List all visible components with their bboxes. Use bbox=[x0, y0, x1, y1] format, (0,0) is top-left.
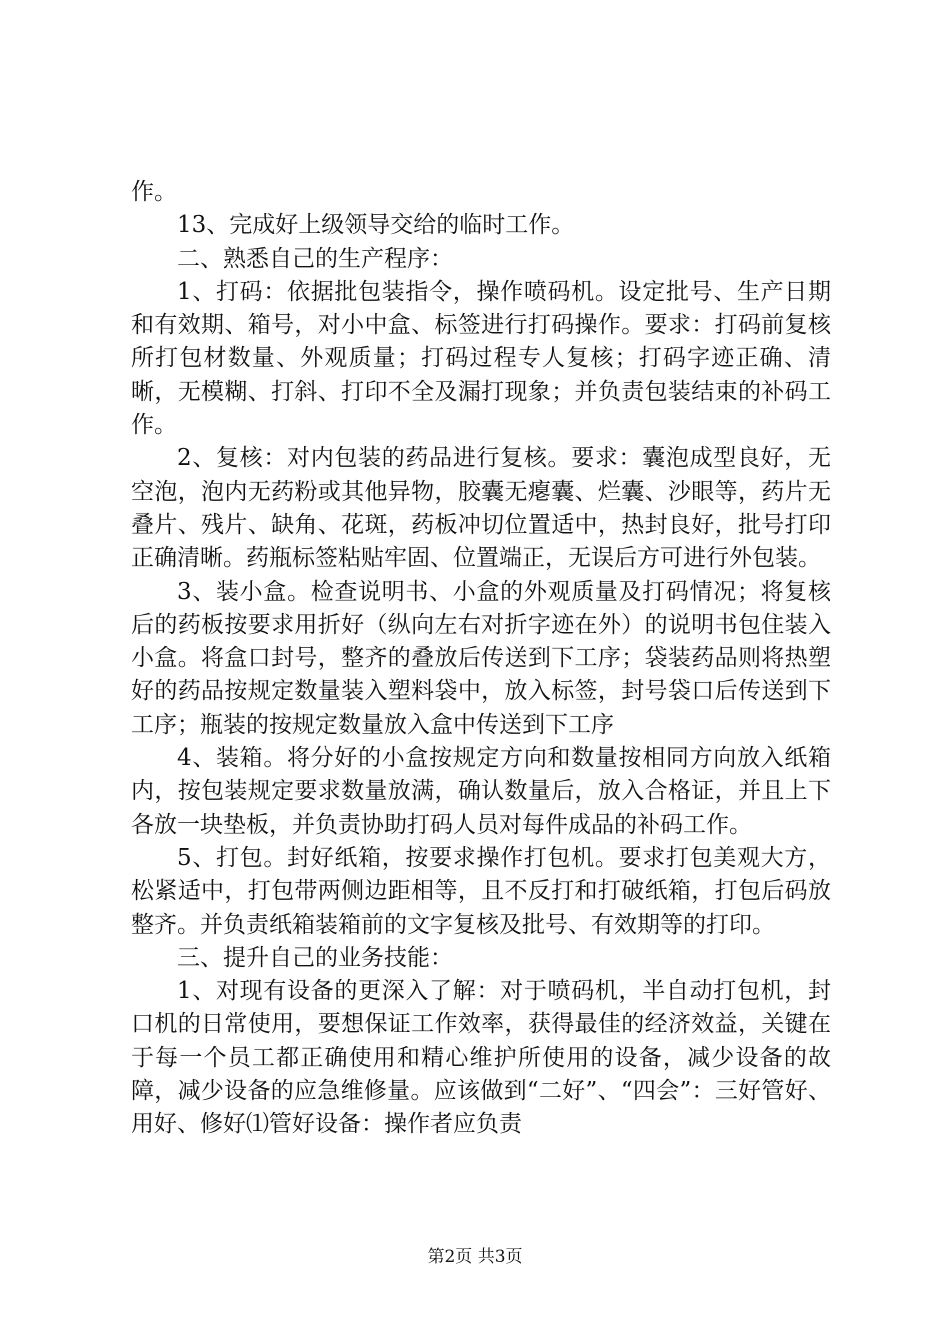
page-footer: 第2页 共3页 bbox=[427, 1247, 523, 1267]
paragraph-packing: 5、打包。封好纸箱，按要求操作打包机。要求打包美观大方，松紧适中，打包带两侧边距相等，且不反打和打破纸箱，打包后码放整齐。并负责纸箱装箱前的文字复核及批号、有效期等的打印。 bbox=[131, 844, 831, 938]
paragraph-continuation: 作。 bbox=[131, 179, 177, 205]
paragraph-boxing: 4、装箱。将分好的小盒按规定方向和数量按相同方向放入纸箱内，按包装规定要求数量放满，确认数量后，放入合格证，并且上下各放一块垫板，并负责协助打码人员对每件成品的补码工作。 bbox=[131, 745, 831, 838]
section-heading-3: 三、提升自己的业务技能： bbox=[177, 944, 453, 971]
paragraph-item-13: 13、完成好上级领导交给的临时工作。 bbox=[177, 212, 575, 239]
section-heading-2: 二、熟悉自己的生产程序： bbox=[177, 245, 453, 272]
paragraph-review: 2、复核：对内包装的药品进行复核。要求：囊泡成型良好，无空泡，泡内无药粉或其他异物，胶囊无瘪囊、烂囊、沙眼等，药片无叠片、残片、缺角、花斑，药板冲切位置适中，热封良好，批号打印正确清晰。药瓶标签粘贴牢固、位置端正，无误后方可进行外包装。 bbox=[131, 445, 831, 572]
paragraph-small-box: 3、装小盒。检查说明书、小盒的外观质量及打码情况；将复核后的药板按要求用折好（纵向左右对折字迹在外）的说明书包住装入小盒。将盒口封号，整齐的叠放后传送到下工序；袋装药品则将热塑好的药品按规定数量装入塑料袋中，放入标签，封号袋口后传送到下工序；瓶装的按规定数量放入盒中传送到下工序 bbox=[131, 578, 831, 738]
paragraph-coding: 1、打码：依据批包装指令，操作喷码机。设定批号、生产日期和有效期、箱号，对小中盒、标签进行打码操作。要求：打码前复核所打包材数量、外观质量；打码过程专人复核；打码字迹正确、清晰，无模糊、打斜、打印不全及漏打现象；并负责包装结束的补码工作。 bbox=[131, 278, 831, 439]
document-body bbox=[131, 176, 831, 1142]
paragraph-equipment: 1、对现有设备的更深入了解：对于喷码机，半自动打包机，封口机的日常使用，要想保证工作效率，获得最佳的经济效益，关键在于每一个员工都正确使用和精心维护所使用的设备，减少设备的故障，减少设备的应急维修量。应该做到“二好”、“四会”：三好管好、用好、修好⑴管好设备：操作者应负责 bbox=[131, 978, 831, 1138]
